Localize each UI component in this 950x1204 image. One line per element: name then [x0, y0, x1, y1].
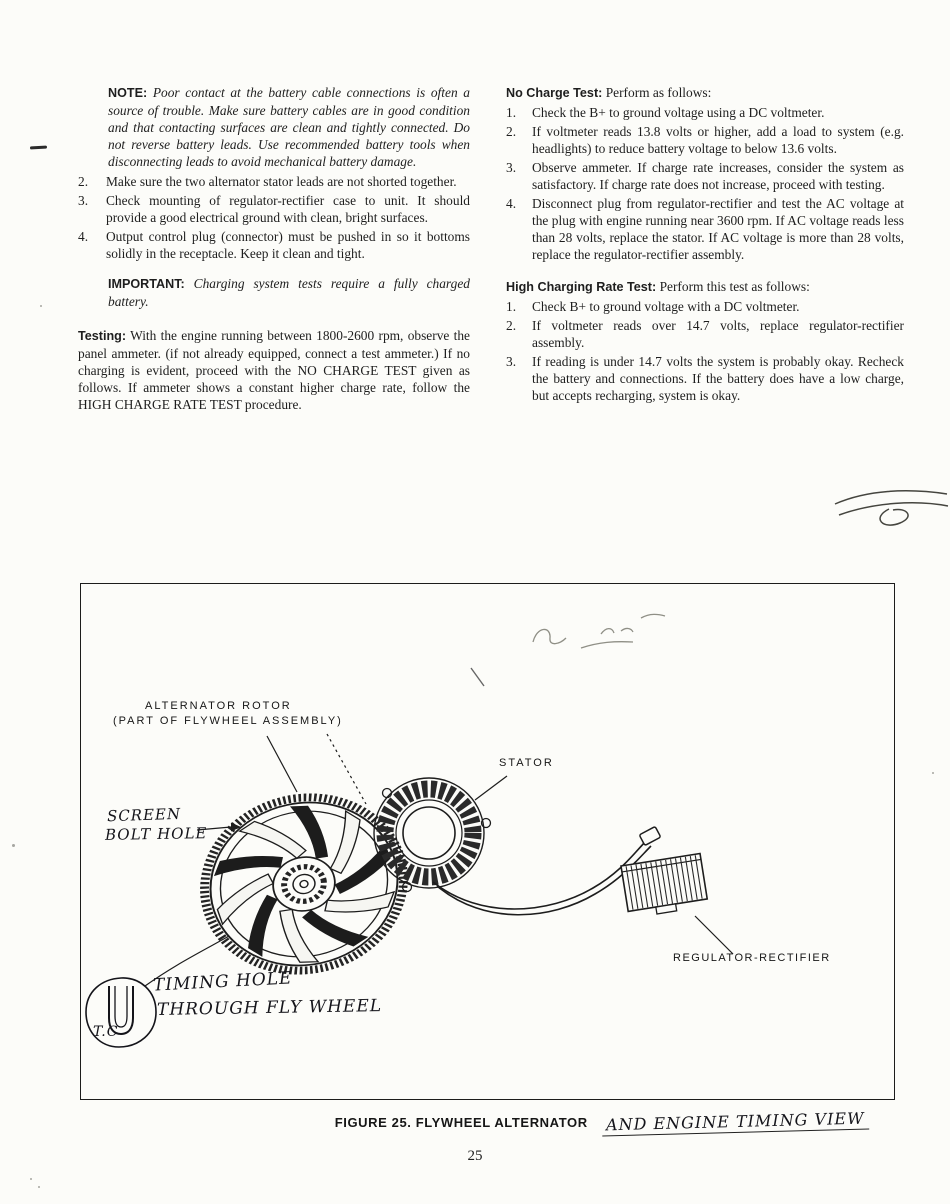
label-stator: STATOR: [499, 757, 554, 769]
note-label: NOTE:: [108, 86, 148, 100]
figure-caption-printed: FIGURE 25. FLYWHEEL ALTERNATOR: [334, 1115, 588, 1130]
item-number: 1.: [506, 299, 517, 314]
label-alternator-rotor-sub: (PART OF FLYWHEEL ASSEMBLY): [113, 715, 343, 727]
item-text: Make sure the two alternator stator leads are not shorted together.: [106, 174, 457, 189]
item-number: 3.: [78, 193, 89, 208]
item-text: If voltmeter reads over 14.7 volts, replace regulator-rectifier assembly.: [532, 318, 904, 350]
list-item: [506, 353, 904, 404]
list-item: [506, 104, 904, 121]
item-text: Observe ammeter. If charge rate increases, consider the system as satisfactory. If charge rate does not increase, proceed with testing.: [532, 160, 904, 192]
list-item: [78, 173, 470, 190]
item-text: If voltmeter reads 13.8 volts or higher, add a load to system (e.g. headlights) to reduce battery voltage to below 13.6 volts.: [532, 124, 904, 156]
regulator-rectifier-art: [621, 853, 708, 918]
item-text: Check the B+ to ground voltage using a DC voltmeter.: [532, 105, 825, 120]
label-regulator-rectifier: REGULATOR-RECTIFIER: [673, 952, 831, 964]
item-text: Output control plug (connector) must be pushed in so it bottoms solidly in the receptacle. Keep it clean and tight.: [106, 229, 470, 261]
item-text: Check B+ to ground voltage with a DC voltmeter.: [532, 299, 800, 314]
high-charging-rate-heading: [506, 278, 904, 296]
figure-caption: [80, 1108, 893, 1135]
testing-paragraph: [78, 327, 470, 413]
note-paragraph: [108, 84, 470, 170]
stray-mark: [471, 668, 484, 686]
scan-speck: [38, 1186, 40, 1188]
right-column: [506, 84, 904, 404]
item-number: 3.: [506, 354, 517, 369]
item-number: 2.: [78, 174, 89, 189]
left-column: [78, 84, 470, 426]
page-number: 25: [467, 1148, 483, 1164]
important-text: Charging system tests require a fully charged battery.: [108, 276, 470, 309]
handwritten-timing-hole-label: TIMING HOLE: [152, 968, 293, 996]
handwritten-bolt-hole-label: BOLT HOLE: [104, 824, 208, 844]
important-label: IMPORTANT:: [108, 277, 185, 291]
scan-speck: [12, 844, 15, 847]
item-text: Check mounting of regulator-rectifier case to unit. It should provide a good electrical ground with clean, bright surfaces.: [106, 193, 470, 225]
scan-speck: [932, 772, 934, 774]
no-charge-test-label: No Charge Test:: [506, 86, 603, 100]
wire-connector: [639, 826, 661, 845]
note-text: Poor contact at the battery cable connections is often a source of trouble. Make sure battery cables are in good condition and that contacting surfaces are clean and tightly connected. Do not reverse battery leads. Use recommended battery tools when disconnecting leads to avoid mechanical battery damage.: [108, 85, 470, 169]
no-charge-test-intro: Perform as follows:: [605, 85, 712, 100]
item-text: Disconnect plug from regulator-rectifier and test the AC voltage at the plug with engine running near 3600 rpm. If AC voltage reads less than 28 volts, replace the stator. If AC voltage is more than 28 volts, replace the regulator-rectifier assembly.: [532, 196, 904, 262]
list-item: [506, 298, 904, 315]
item-text: If reading is under 14.7 volts the system is probably okay. Recheck the battery and connections. If the battery does have a low charge, but accepts recharging, system is okay.: [532, 354, 904, 403]
item-number: 2.: [506, 318, 517, 333]
item-number: 4.: [78, 229, 89, 244]
pencil-scribble: [533, 614, 665, 648]
item-number: 3.: [506, 160, 517, 175]
item-number: 1.: [506, 105, 517, 120]
item-number: 2.: [506, 124, 517, 139]
handwritten-through-flywheel-label: THROUGH FLY WHEEL: [156, 996, 383, 1020]
testing-label: Testing:: [78, 329, 127, 343]
scan-speck: [40, 305, 42, 307]
high-charging-rate-label: High Charging Rate Test:: [506, 280, 657, 294]
margin-mark: [30, 146, 47, 150]
scan-speck: [30, 1178, 32, 1180]
list-item: [78, 192, 470, 226]
list-item: [506, 123, 904, 157]
high-charging-rate-intro: Perform this test as follows:: [659, 279, 810, 294]
testing-text: With the engine running between 1800-2600 rpm, observe the panel ammeter. (if not already equipped, connect a test ammeter.) If no charging is evident, proceed with the NO CHARGE TEST given as follows. If ammeter shows a constant higher charge rate, follow the HIGH CHARGE RATE TEST procedure.: [78, 328, 471, 412]
list-item: [78, 228, 470, 262]
item-number: 4.: [506, 196, 517, 211]
list-item: [506, 159, 904, 193]
handwritten-screen-label: SCREEN: [106, 804, 182, 826]
list-item: [506, 195, 904, 263]
no-charge-test-heading: [506, 84, 904, 102]
label-alternator-rotor: ALTERNATOR ROTOR: [145, 700, 292, 712]
list-item: [506, 317, 904, 351]
pen-scribble: [833, 484, 950, 528]
figure-caption-handwritten: AND ENGINE TIMING VIEW: [601, 1109, 868, 1137]
important-paragraph: [108, 275, 470, 310]
handwritten-tc-label: T.C: [93, 1024, 119, 1040]
figure-box: [80, 583, 895, 1100]
